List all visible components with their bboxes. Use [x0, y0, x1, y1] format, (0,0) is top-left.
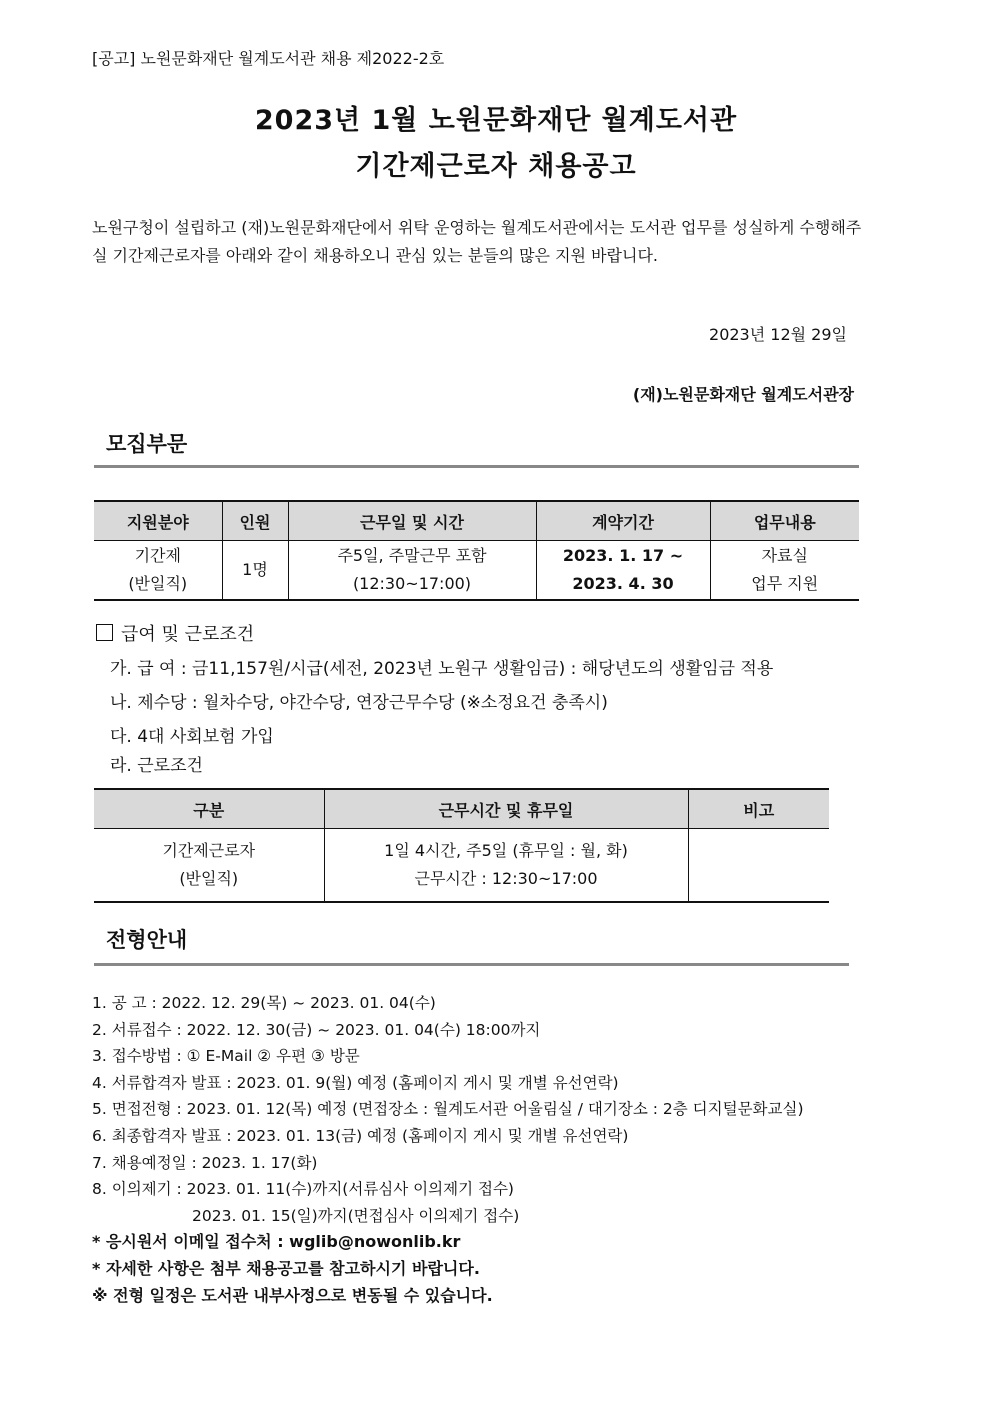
section-divider	[94, 963, 849, 966]
cell-field-line1: 기간제	[134, 546, 181, 565]
conditions-heading	[96, 620, 254, 646]
header-count: 인원	[222, 501, 288, 541]
header-period: 계약기간	[536, 501, 710, 541]
cell-field	[94, 541, 222, 601]
cell-period-line1: 2023. 1. 17 ~	[562, 546, 684, 565]
checkbox-square-icon	[96, 624, 113, 641]
cell-remark	[688, 829, 829, 903]
cell-schedule	[288, 541, 536, 601]
section-title-selection: 전형안내	[106, 928, 188, 952]
announcement-date: 2023년 12월 29일	[709, 325, 847, 344]
table-row	[94, 829, 829, 903]
step-item: 4. 서류합격자 발표 : 2023. 01. 9(월) 예정 (홈페이지 게시 및 개별 유선연락)	[92, 1073, 619, 1092]
condition-item: 다. 4대 사회보험 가입	[110, 727, 274, 747]
cell-schedule-line1: 주5일, 주말근무 포함	[337, 546, 487, 565]
recruit-table	[94, 500, 859, 601]
note-email: * 응시원서 이메일 접수처 : wglib@nowonlib.kr	[92, 1232, 461, 1252]
conditions-title: 급여 및 근로조건	[121, 624, 255, 645]
page-title-line2: 기간제근로자 채용공고	[355, 151, 637, 182]
condition-item: 나. 제수당 : 월차수당, 야간수당, 연장근무수당 (※소정요건 충족시)	[110, 693, 608, 713]
note-detail: * 자세한 사항은 첨부 채용공고를 참고하시기 바랍니다.	[92, 1258, 480, 1278]
cell-type-line2: (반일직)	[179, 869, 239, 888]
table-header-row	[94, 501, 859, 541]
cell-hours-line1: 1일 4시간, 주5일 (휴무일 : 월, 화)	[384, 841, 628, 860]
step-item: 8. 이의제기 : 2023. 01. 11(수)까지(서류심사 이의제기 접수)	[92, 1180, 514, 1199]
cell-hours-line2: 근무시간 : 12:30~17:00	[414, 869, 598, 888]
condition-item: 라. 근로조건	[110, 756, 203, 776]
cell-count: 1명	[222, 541, 288, 601]
table-row	[94, 541, 859, 601]
cell-period-line2: 2023. 4. 30	[572, 574, 674, 593]
condition-item: 가. 급 여 : 금11,157원/시급(세전, 2023년 노원구 생활임금) : 해당년도의 생활임금 적용	[110, 659, 774, 679]
header-type: 구분	[94, 789, 324, 829]
step-item-continuation: 2023. 01. 15(일)까지(면접심사 이의제기 접수)	[192, 1206, 520, 1225]
cell-task-line1: 자료실	[761, 546, 808, 565]
cell-task	[710, 541, 859, 601]
cell-schedule-line2: (12:30~17:00)	[352, 574, 472, 593]
table-header-row	[94, 789, 829, 829]
page-title-line1: 2023년 1월 노원문화재단 월계도서관	[254, 105, 738, 136]
step-item: 5. 면접전형 : 2023. 01. 12(목) 예정 (면접장소 : 월계도서관 어울림실 / 대기장소 : 2층 디지털문화교실)	[92, 1100, 804, 1119]
header-task: 업무내용	[710, 501, 859, 541]
organization-name: (재)노원문화재단 월계도서관장	[632, 385, 854, 404]
header-schedule: 근무일 및 시간	[288, 501, 536, 541]
cell-type	[94, 829, 324, 903]
step-item: 7. 채용예정일 : 2023. 1. 17(화)	[92, 1153, 318, 1172]
cell-type-line1: 기간제근로자	[162, 841, 256, 860]
step-item: 3. 접수방법 : ① E-Mail ② 우편 ③ 방문	[92, 1047, 360, 1066]
header-remark: 비고	[688, 789, 829, 829]
step-item: 2. 서류접수 : 2022. 12. 30(금) ~ 2023. 01. 04(수) 18:00까지	[92, 1020, 541, 1039]
cell-hours	[324, 829, 688, 903]
section-title-recruit: 모집부문	[106, 432, 188, 456]
cell-field-line2: (반일직)	[128, 574, 188, 593]
header-field: 지원분야	[94, 501, 222, 541]
note-schedule-change: ※ 전형 일정은 도서관 내부사정으로 변동될 수 있습니다.	[92, 1285, 493, 1305]
step-item: 6. 최종합격자 발표 : 2023. 01. 13(금) 예정 (홈페이지 게시 및 개별 유선연락)	[92, 1126, 629, 1145]
section-divider	[94, 465, 859, 468]
notice-number: [공고] 노원문화재단 월계도서관 채용 제2022-2호	[92, 49, 445, 68]
selection-steps	[92, 990, 804, 1309]
intro-paragraph: 노원구청이 설립하고 (재)노원문화재단에서 위탁 운영하는 월계도서관에서는 도서관 업무를 성실하게 수행해주실 기간제근로자를 아래와 같이 채용하오니 관심 있는 분들의 많은 지원 바랍니다.	[92, 218, 862, 265]
cell-task-line2: 업무 지원	[751, 574, 819, 593]
step-item: 1. 공 고 : 2022. 12. 29(목) ~ 2023. 01. 04(수)	[92, 994, 436, 1012]
work-conditions-table	[94, 788, 829, 903]
cell-period	[536, 541, 710, 601]
header-hours: 근무시간 및 휴무일	[324, 789, 688, 829]
